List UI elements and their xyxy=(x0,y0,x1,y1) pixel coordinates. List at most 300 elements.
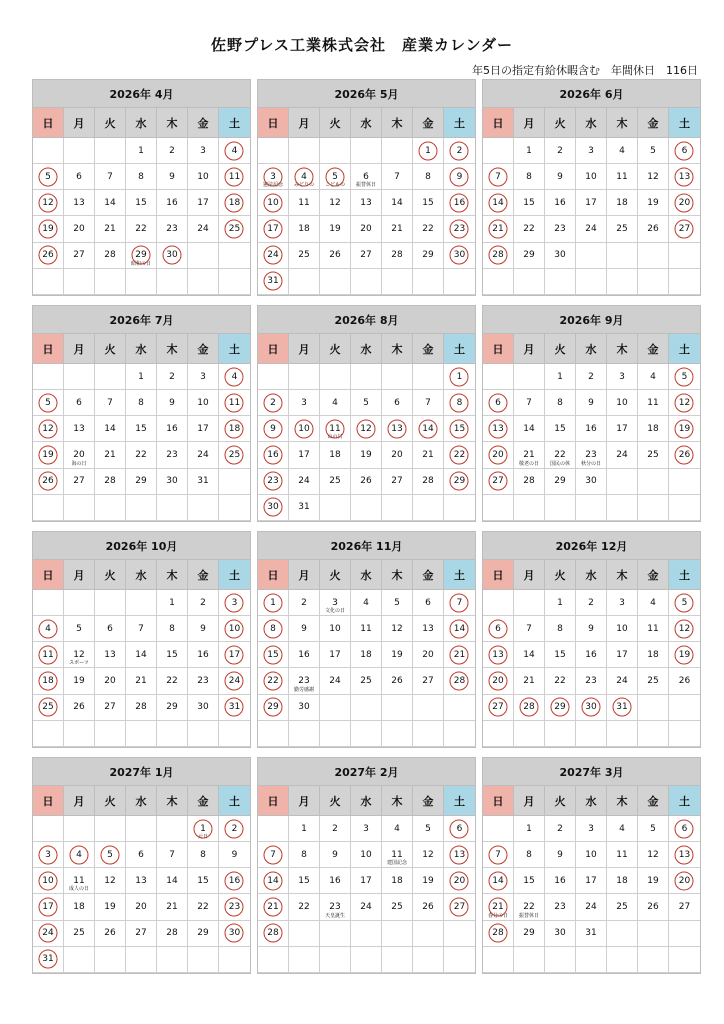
day-cell xyxy=(607,616,638,642)
empty-cell xyxy=(95,590,126,616)
empty-cell xyxy=(413,921,444,947)
day-cell xyxy=(126,390,157,416)
holiday-name: 憲法記念 xyxy=(262,182,283,189)
day-number: 31 xyxy=(616,702,628,713)
month-title: 2026年 6月 xyxy=(483,80,700,108)
day-number: 25 xyxy=(616,224,628,235)
day-grid xyxy=(483,364,700,521)
day-number: 6 xyxy=(456,823,463,834)
day-number: 22 xyxy=(197,902,209,913)
day-cell xyxy=(607,642,638,668)
holiday-day-cell xyxy=(607,695,638,721)
empty-cell xyxy=(483,364,514,390)
day-cell xyxy=(289,216,320,242)
day-grid xyxy=(258,364,475,521)
day-cell xyxy=(638,668,669,694)
empty-cell xyxy=(320,495,351,521)
day-cell xyxy=(188,164,219,190)
holiday-day-cell xyxy=(483,243,514,269)
day-number: 25 xyxy=(298,250,310,261)
day-cell xyxy=(351,390,382,416)
day-number: 15 xyxy=(453,423,466,434)
day-cell xyxy=(545,668,576,694)
day-number: 10 xyxy=(267,197,279,208)
day-number: 10 xyxy=(228,623,241,634)
day-number: 15 xyxy=(422,197,434,208)
day-number: 26 xyxy=(422,902,434,913)
day-number: 22 xyxy=(523,224,535,235)
day-cell xyxy=(126,416,157,442)
day-number: 21 xyxy=(104,224,116,235)
day-number: 29 xyxy=(422,250,434,261)
weekday-label: 木 xyxy=(157,786,188,816)
day-number: 22 xyxy=(422,224,434,235)
day-number: 22 xyxy=(554,450,566,461)
day-number: 26 xyxy=(391,676,403,687)
day-cell xyxy=(126,216,157,242)
empty-cell xyxy=(514,364,545,390)
day-number: 12 xyxy=(104,875,116,886)
day-cell xyxy=(545,894,576,920)
day-cell xyxy=(545,842,576,868)
day-cell xyxy=(514,668,545,694)
empty-cell xyxy=(320,695,351,721)
day-number: 5 xyxy=(107,849,113,860)
empty-cell xyxy=(444,721,475,747)
day-cell xyxy=(576,416,607,442)
day-number: 11 xyxy=(298,197,310,208)
day-number: 18 xyxy=(329,450,341,461)
day-cell xyxy=(638,590,669,616)
day-number: 5 xyxy=(45,171,51,182)
weekday-label: 日 xyxy=(33,560,64,590)
day-cell xyxy=(413,616,444,642)
day-number: 23 xyxy=(554,902,566,913)
day-cell xyxy=(157,894,188,920)
holiday-day-cell xyxy=(483,390,514,416)
day-number: 27 xyxy=(492,702,504,713)
weekday-label: 日 xyxy=(258,560,289,590)
weekday-label: 金 xyxy=(188,786,219,816)
day-number: 3 xyxy=(200,145,206,156)
holiday-day-cell xyxy=(444,442,475,468)
day-cell xyxy=(289,842,320,868)
day-number: 17 xyxy=(329,649,341,660)
day-number: 3 xyxy=(332,597,338,608)
day-cell xyxy=(607,442,638,468)
weekday-label: 木 xyxy=(607,786,638,816)
day-number: 17 xyxy=(616,649,628,660)
day-number: 12 xyxy=(73,649,85,660)
day-number: 23 xyxy=(453,224,466,235)
holiday-day-cell xyxy=(289,416,320,442)
empty-cell xyxy=(258,947,289,973)
day-cell xyxy=(157,668,188,694)
holiday-day-cell xyxy=(576,695,607,721)
holiday-day-cell xyxy=(258,416,289,442)
empty-cell xyxy=(320,269,351,295)
day-number: 2 xyxy=(231,823,238,834)
day-number: 7 xyxy=(495,171,501,182)
day-number: 21 xyxy=(267,902,279,913)
empty-cell xyxy=(382,364,413,390)
weekday-label: 月 xyxy=(514,108,545,138)
weekday-label: 月 xyxy=(64,560,95,590)
empty-cell xyxy=(126,269,157,295)
holiday-day-cell xyxy=(483,894,514,920)
day-number: 18 xyxy=(647,649,659,660)
day-cell xyxy=(351,894,382,920)
holiday-name: 山の日 xyxy=(327,434,343,441)
day-cell xyxy=(413,164,444,190)
day-number: 7 xyxy=(107,171,113,182)
month-title: 2026年 11月 xyxy=(258,532,475,560)
day-number: 6 xyxy=(495,397,501,408)
weekday-label: 土 xyxy=(444,334,475,364)
day-number: 20 xyxy=(104,676,116,687)
day-number: 8 xyxy=(526,171,532,182)
empty-cell xyxy=(483,947,514,973)
holiday-day-cell xyxy=(219,668,250,694)
empty-cell xyxy=(95,816,126,842)
day-number: 11 xyxy=(73,875,85,886)
day-grid xyxy=(483,816,700,973)
empty-cell xyxy=(514,269,545,295)
day-number: 13 xyxy=(391,423,403,434)
empty-cell xyxy=(33,816,64,842)
holiday-day-cell xyxy=(444,216,475,242)
weekday-label: 火 xyxy=(320,334,351,364)
empty-cell xyxy=(669,495,700,521)
day-number: 6 xyxy=(681,823,688,834)
day-cell xyxy=(289,868,320,894)
day-number: 28 xyxy=(453,676,466,687)
holiday-day-cell xyxy=(258,695,289,721)
holiday-day-cell xyxy=(258,842,289,868)
day-number: 4 xyxy=(332,397,338,408)
day-number: 3 xyxy=(45,849,51,860)
empty-cell xyxy=(483,138,514,164)
empty-cell xyxy=(188,269,219,295)
day-number: 18 xyxy=(228,423,241,434)
holiday-day-cell xyxy=(258,190,289,216)
holiday-day-cell xyxy=(95,842,126,868)
day-cell xyxy=(638,868,669,894)
day-number: 13 xyxy=(422,623,434,634)
day-number: 9 xyxy=(557,171,563,182)
month-title: 2027年 2月 xyxy=(258,758,475,786)
day-number: 29 xyxy=(453,476,466,487)
day-number: 16 xyxy=(166,423,178,434)
day-number: 8 xyxy=(557,397,563,408)
day-number: 2 xyxy=(557,823,563,834)
day-number: 22 xyxy=(554,676,566,687)
day-number: 10 xyxy=(42,875,54,886)
day-cell xyxy=(157,868,188,894)
calendar-grid xyxy=(32,79,702,979)
day-number: 14 xyxy=(523,423,535,434)
day-number: 22 xyxy=(298,902,310,913)
day-cell xyxy=(157,842,188,868)
day-grid xyxy=(33,816,250,973)
weekday-label: 木 xyxy=(607,108,638,138)
holiday-name: 文化の日 xyxy=(324,608,345,615)
holiday-day-cell xyxy=(483,216,514,242)
day-cell xyxy=(638,894,669,920)
day-number: 11 xyxy=(391,849,403,860)
weekday-label: 火 xyxy=(95,108,126,138)
day-cell xyxy=(545,590,576,616)
day-number: 12 xyxy=(391,623,403,634)
day-cell xyxy=(607,390,638,416)
day-cell xyxy=(157,390,188,416)
day-number: 12 xyxy=(329,197,341,208)
holiday-day-cell xyxy=(444,164,475,190)
day-number: 8 xyxy=(138,171,144,182)
empty-cell xyxy=(444,495,475,521)
day-number: 16 xyxy=(329,875,341,886)
weekday-label: 木 xyxy=(382,108,413,138)
holiday-day-cell xyxy=(483,668,514,694)
day-cell xyxy=(64,668,95,694)
day-number: 25 xyxy=(391,902,403,913)
day-number: 28 xyxy=(492,928,504,939)
day-cell xyxy=(64,616,95,642)
empty-cell xyxy=(219,721,250,747)
weekday-header xyxy=(483,334,700,364)
day-cell xyxy=(320,642,351,668)
day-cell xyxy=(95,616,126,642)
day-number: 20 xyxy=(73,450,85,461)
day-number: 20 xyxy=(492,676,504,687)
day-number: 17 xyxy=(616,423,628,434)
weekday-label: 月 xyxy=(289,334,320,364)
day-cell xyxy=(219,842,250,868)
day-number: 8 xyxy=(200,849,206,860)
day-number: 8 xyxy=(301,849,307,860)
empty-cell xyxy=(64,721,95,747)
day-cell xyxy=(126,642,157,668)
day-cell xyxy=(545,868,576,894)
empty-cell xyxy=(483,721,514,747)
day-cell xyxy=(607,868,638,894)
holiday-day-cell xyxy=(188,816,219,842)
day-number: 28 xyxy=(523,702,535,713)
day-cell xyxy=(157,364,188,390)
day-cell xyxy=(413,642,444,668)
day-cell xyxy=(95,390,126,416)
weekday-label: 日 xyxy=(483,786,514,816)
day-cell xyxy=(576,642,607,668)
day-number: 31 xyxy=(228,702,241,713)
holiday-name: 建国記念 xyxy=(386,860,407,867)
empty-cell xyxy=(351,921,382,947)
day-cell xyxy=(545,816,576,842)
day-number: 15 xyxy=(523,875,535,886)
empty-cell xyxy=(669,695,700,721)
day-cell xyxy=(382,590,413,616)
month-calendar xyxy=(482,757,701,974)
day-number: 31 xyxy=(197,476,209,487)
day-number: 9 xyxy=(200,623,206,634)
empty-cell xyxy=(157,495,188,521)
day-cell xyxy=(607,842,638,868)
empty-cell xyxy=(413,364,444,390)
day-number: 14 xyxy=(391,197,403,208)
day-cell xyxy=(545,390,576,416)
day-number: 9 xyxy=(456,171,463,182)
day-number: 14 xyxy=(422,423,434,434)
day-number: 11 xyxy=(228,171,241,182)
day-cell xyxy=(545,243,576,269)
day-cell xyxy=(514,442,545,468)
empty-cell xyxy=(382,695,413,721)
day-cell xyxy=(95,442,126,468)
day-cell xyxy=(188,190,219,216)
empty-cell xyxy=(258,364,289,390)
day-number: 1 xyxy=(301,823,307,834)
holiday-day-cell xyxy=(444,816,475,842)
day-number: 19 xyxy=(42,450,54,461)
empty-cell xyxy=(444,947,475,973)
empty-cell xyxy=(95,721,126,747)
day-cell xyxy=(351,190,382,216)
day-number: 6 xyxy=(681,145,688,156)
day-cell xyxy=(126,138,157,164)
day-cell xyxy=(289,816,320,842)
day-number: 2 xyxy=(332,823,338,834)
day-number: 22 xyxy=(135,224,147,235)
month-title: 2026年 12月 xyxy=(483,532,700,560)
day-number: 23 xyxy=(554,224,566,235)
day-number: 20 xyxy=(678,197,691,208)
holiday-day-cell xyxy=(33,894,64,920)
day-number: 26 xyxy=(647,902,659,913)
day-number: 16 xyxy=(197,649,209,660)
empty-cell xyxy=(320,364,351,390)
day-number: 17 xyxy=(228,649,241,660)
day-cell xyxy=(188,138,219,164)
weekday-label: 日 xyxy=(33,334,64,364)
empty-cell xyxy=(351,138,382,164)
empty-cell xyxy=(95,947,126,973)
day-cell xyxy=(64,442,95,468)
day-number: 30 xyxy=(197,702,209,713)
day-cell xyxy=(95,416,126,442)
weekday-header xyxy=(33,560,250,590)
empty-cell xyxy=(320,721,351,747)
day-cell xyxy=(413,190,444,216)
month-calendar xyxy=(482,79,701,296)
weekday-label: 水 xyxy=(351,560,382,590)
day-number: 22 xyxy=(166,676,178,687)
holiday-day-cell xyxy=(219,642,250,668)
day-number: 4 xyxy=(650,597,656,608)
day-number: 28 xyxy=(104,250,116,261)
day-number: 7 xyxy=(270,849,276,860)
holiday-day-cell xyxy=(33,216,64,242)
day-number: 4 xyxy=(619,823,625,834)
month-calendar xyxy=(32,531,251,748)
day-number: 1 xyxy=(270,597,276,608)
day-number: 24 xyxy=(267,250,279,261)
day-cell xyxy=(545,921,576,947)
day-cell xyxy=(188,216,219,242)
day-number: 1 xyxy=(138,145,144,156)
day-grid xyxy=(483,590,700,747)
weekday-label: 火 xyxy=(545,786,576,816)
day-number: 7 xyxy=(526,397,532,408)
holiday-day-cell xyxy=(33,921,64,947)
day-cell xyxy=(320,469,351,495)
day-number: 13 xyxy=(678,849,691,860)
day-number: 2 xyxy=(557,145,563,156)
day-cell xyxy=(545,138,576,164)
holiday-day-cell xyxy=(444,668,475,694)
holiday-day-cell xyxy=(483,642,514,668)
day-number: 7 xyxy=(107,397,113,408)
day-cell xyxy=(64,868,95,894)
day-cell xyxy=(188,642,219,668)
day-cell xyxy=(289,668,320,694)
holiday-day-cell xyxy=(514,695,545,721)
day-number: 27 xyxy=(135,928,147,939)
day-number: 27 xyxy=(104,702,116,713)
day-cell xyxy=(638,616,669,642)
day-number: 20 xyxy=(453,875,466,886)
weekday-label: 月 xyxy=(64,786,95,816)
day-cell xyxy=(126,842,157,868)
day-number: 24 xyxy=(298,476,310,487)
holiday-day-cell xyxy=(320,164,351,190)
holiday-name: みどりの xyxy=(293,182,314,189)
day-cell xyxy=(576,921,607,947)
day-number: 16 xyxy=(298,649,310,660)
day-cell xyxy=(320,894,351,920)
empty-cell xyxy=(351,721,382,747)
day-number: 6 xyxy=(76,397,82,408)
day-cell xyxy=(157,469,188,495)
day-cell xyxy=(157,190,188,216)
weekday-header xyxy=(258,560,475,590)
day-cell xyxy=(576,216,607,242)
day-number: 24 xyxy=(616,450,628,461)
holiday-day-cell xyxy=(258,590,289,616)
day-number: 15 xyxy=(298,875,310,886)
holiday-day-cell xyxy=(219,138,250,164)
day-number: 3 xyxy=(363,823,369,834)
day-number: 30 xyxy=(554,928,566,939)
day-number: 20 xyxy=(360,224,372,235)
holiday-day-cell xyxy=(669,868,700,894)
day-number: 11 xyxy=(42,649,54,660)
holiday-day-cell xyxy=(444,469,475,495)
day-cell xyxy=(669,894,700,920)
day-cell xyxy=(289,190,320,216)
day-cell xyxy=(188,390,219,416)
day-number: 7 xyxy=(526,623,532,634)
day-number: 30 xyxy=(166,476,178,487)
day-cell xyxy=(126,469,157,495)
day-cell xyxy=(413,590,444,616)
holiday-day-cell xyxy=(219,164,250,190)
day-cell xyxy=(320,442,351,468)
day-number: 18 xyxy=(42,676,54,687)
weekday-label: 木 xyxy=(382,334,413,364)
weekday-label: 水 xyxy=(576,560,607,590)
day-number: 22 xyxy=(523,902,535,913)
holiday-day-cell xyxy=(444,138,475,164)
